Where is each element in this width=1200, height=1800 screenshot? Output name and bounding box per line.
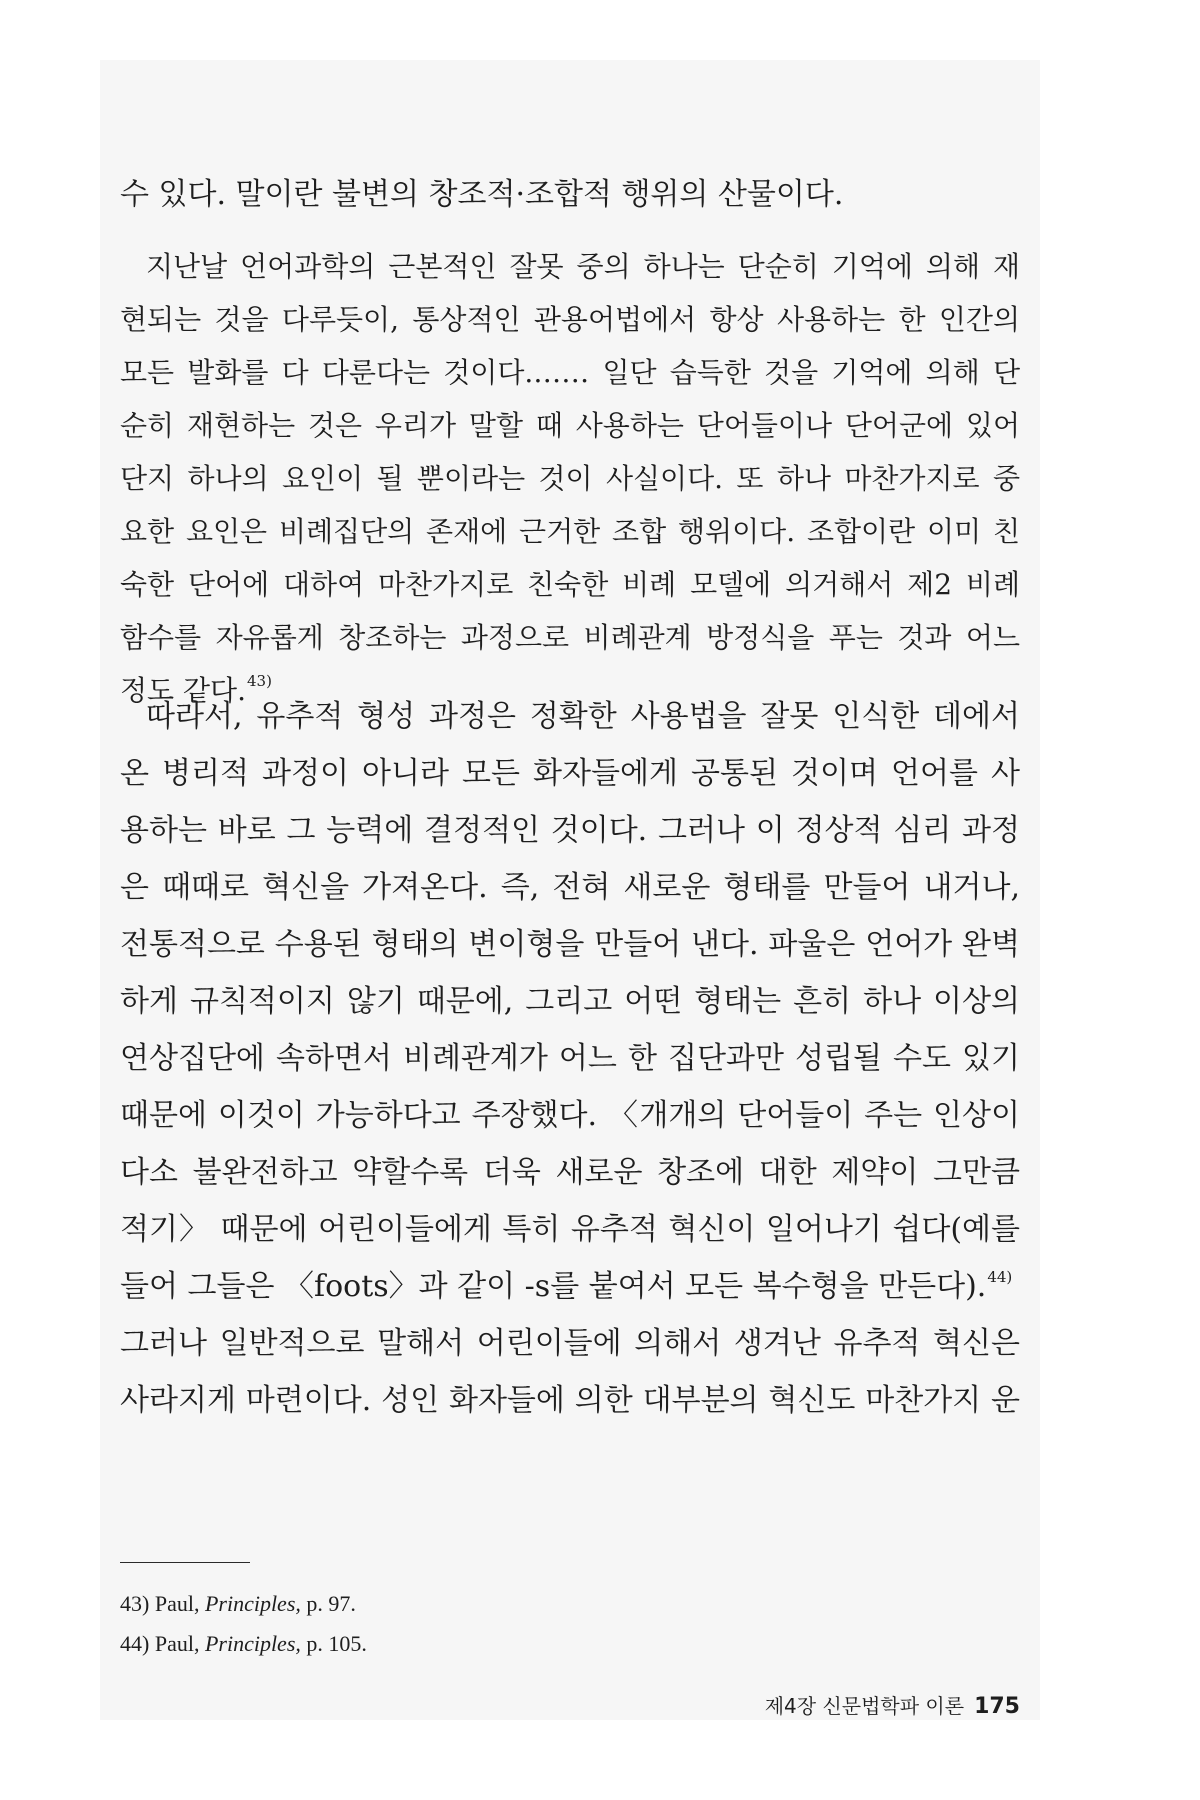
running-footer: [700, 1690, 1020, 1719]
paragraph-line: 사라지게 마련이다. 성인 화자들에 의한 대부분의 혁신도 마찬가지 운: [120, 1383, 1020, 1418]
quote-line: 현되는 것을 다루듯이, 통상적인 관용어법에서 항상 사용하는 한 인간의: [120, 303, 1020, 336]
paragraph-line: 하게 규칙적이지 않기 때문에, 그리고 어떤 형태는 흔히 하나 이상의: [120, 984, 1020, 1019]
quote-line: 지난날 언어과학의 근본적인 잘못 중의 하나는 단순히 기억에 의해 재: [146, 250, 1020, 283]
paragraph-line: 다소 불완전하고 약할수록 더욱 새로운 창조에 대한 제약이 그만큼: [120, 1155, 1020, 1190]
chapter-title: 제4장 신문법학파 이론: [764, 1694, 965, 1718]
paragraph-line-with-ref: [120, 1258, 1020, 1315]
footnote-page: p. 97.: [306, 1591, 356, 1616]
footnote-author: Paul,: [154, 1631, 200, 1656]
paragraph-line: 은 때때로 혁신을 가져온다. 즉, 전혀 새로운 형태를 만들어 내거나,: [120, 870, 1020, 905]
paragraph-line: 적기〉 때문에 어린이들에게 특히 유추적 혁신이 일어나기 쉽다(예를: [120, 1212, 1020, 1247]
footnote-43: [120, 1584, 367, 1624]
footnote-page: p. 105.: [306, 1631, 367, 1656]
footnote-ref-43[interactable]: 43): [247, 672, 272, 690]
footnote-marker: 43): [120, 1591, 150, 1616]
paragraph-line: 용하는 바로 그 능력에 결정적인 것이다. 그러나 이 정상적 심리 과정: [120, 813, 1020, 848]
quote-line: 요한 요인은 비례집단의 존재에 근거한 조합 행위이다. 조합이란 이미 친: [120, 515, 1020, 548]
paragraph-line: 따라서, 유추적 형성 과정은 정확한 사용법을 잘못 인식한 데에서: [146, 699, 1020, 734]
quote-line: 단지 하나의 요인이 될 뿐이라는 것이 사실이다. 또 하나 마찬가지로 중: [120, 462, 1020, 495]
quote-line: 숙한 단어에 대하여 마찬가지로 친숙한 비례 모델에 의거해서 제2 비례: [120, 568, 1020, 601]
footnote-work: Principles,: [204, 1631, 301, 1656]
body-paragraph: [120, 688, 1020, 1429]
quote-last-text: 정도 같다.: [120, 674, 246, 707]
block-quote: [120, 240, 1020, 717]
paragraph-line-text: 들어 그들은 〈foots〉과 같이 -s를 붙여서 모든 복수형을 만든다).: [120, 1269, 987, 1304]
footnote-author: Paul,: [154, 1591, 200, 1616]
paragraph-line: 때문에 이것이 가능하다고 주장했다. 〈개개의 단어들이 주는 인상이: [120, 1098, 1020, 1133]
quote-line: 모든 발화를 다 다룬다는 것이다.…… 일단 습득한 것을 기억에 의해 단: [120, 356, 1020, 389]
footnote-44: [120, 1624, 367, 1664]
paragraph-line: 연상집단에 속하면서 비례관계가 어느 한 집단과만 성립될 수도 있기: [120, 1041, 1020, 1076]
footnote-work: Principles,: [204, 1591, 301, 1616]
footnote-ref-44[interactable]: 44): [987, 1268, 1013, 1286]
paragraph-line: 그러나 일반적으로 말해서 어린이들에 의해서 생겨난 유추적 혁신은: [120, 1326, 1020, 1361]
footnote-marker: 44): [120, 1631, 150, 1656]
paragraph-line: 온 병리적 과정이 아니라 모든 화자들에게 공통된 것이며 언어를 사: [120, 756, 1020, 791]
lead-line: 수 있다. 말이란 불변의 창조적·조합적 행위의 산물이다.: [120, 177, 844, 212]
quote-line: 함수를 자유롭게 창조하는 과정으로 비례관계 방정식을 푸는 것과 어느: [120, 621, 1020, 654]
footnotes: [120, 1584, 367, 1664]
paragraph-line: 전통적으로 수용된 형태의 변이형을 만들어 낸다. 파울은 언어가 완벽: [120, 927, 1020, 962]
quote-line: 순히 재현하는 것은 우리가 말할 때 사용하는 단어들이나 단어군에 있어: [120, 409, 1020, 442]
footnote-divider: [120, 1562, 250, 1563]
page-number: 175: [974, 1694, 1020, 1719]
